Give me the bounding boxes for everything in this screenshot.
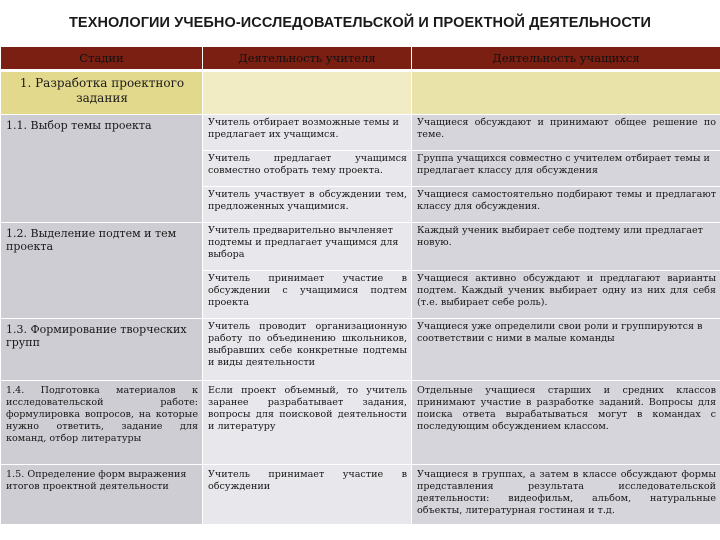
table-row — [1, 465, 720, 525]
stage-cell: 1.3. Формирование творческих групп — [1, 319, 203, 381]
teacher-cell: Если проект объемный, то учитель заранее разрабатывает задания, вопросы для поисковой деятельности и литературу — [203, 381, 412, 465]
table-row — [1, 115, 720, 151]
table-row — [1, 223, 720, 271]
teacher-cell: Учитель принимает участие в обсуждении — [203, 465, 412, 525]
teacher-cell: Учитель отбирает возможные темы и предлагает их учащимся. — [203, 115, 412, 151]
students-cell: Учащиеся самостоятельно подбирают темы и предлагают классу для обсуждения. — [412, 187, 720, 223]
students-cell: Группа учащихся совместно с учителем отбирает темы и предлагает классу для обсуждения — [412, 151, 720, 187]
header-teacher: Деятельность учителя — [203, 47, 412, 71]
section-title: 1. Разработка проектного задания — [1, 71, 203, 115]
header-students: Деятельность учащихся — [412, 47, 720, 71]
students-cell: Учащиеся уже определили свои роли и группируются в соответствии с ними в малые команды — [412, 319, 720, 381]
section-empty-cell — [412, 71, 720, 115]
teacher-cell: Учитель предварительно вычленяет подтемы и предлагает учащимся для выбора — [203, 223, 412, 271]
stage-cell: 1.2. Выделение подтем и тем проекта — [1, 223, 203, 319]
students-cell: Учащиеся в группах, а затем в классе обсуждают формы представления результата исследовательской деятельности: видеофильм, альбом, натуральные объекты, литературная гостиная и т.д. — [412, 465, 720, 525]
teacher-cell: Учитель проводит организационную работу по объединению школьников, выбравших себе конкретные подтемы и виды деятельности — [203, 319, 412, 381]
students-cell: Отдельные учащиеся старших и средних классов принимают участие в разработке заданий. Вопросы для поиска ответа вырабатываться могут в командах с последующим обсуждением классом. — [412, 381, 720, 465]
teacher-cell: Учитель участвует в обсуждении тем, предложенных учащимися. — [203, 187, 412, 223]
stage-cell: 1.1. Выбор темы проекта — [1, 115, 203, 223]
stage-cell: 1.5. Определение форм выражения итогов проектной деятельности — [1, 465, 203, 525]
students-cell: Учащиеся обсуждают и принимают общее решение по теме. — [412, 115, 720, 151]
header-stages: Стадии — [1, 47, 203, 71]
stage-cell: 1.4. Подготовка материалов к исследовательской работе: формулировка вопросов, на которые нужно ответить, задание для команд, отбор литературы — [1, 381, 203, 465]
table-row — [1, 381, 720, 465]
table-row — [1, 319, 720, 381]
page-title: ТЕХНОЛОГИИ УЧЕБНО-ИССЛЕДОВАТЕЛЬСКОЙ И ПРОЕКТНОЙ ДЕЯТЕЛЬНОСТИ — [68, 15, 652, 31]
activity-table — [0, 46, 720, 525]
section-row — [1, 71, 720, 115]
teacher-cell: Учитель принимает участие в обсуждении с учащимися подтем проекта — [203, 271, 412, 319]
students-cell: Каждый ученик выбирает себе подтему или предлагает новую. — [412, 223, 720, 271]
students-cell: Учащиеся активно обсуждают и предлагают варианты подтем. Каждый ученик выбирает одну из них для себя (т.е. выбирает себе роль). — [412, 271, 720, 319]
teacher-cell: Учитель предлагает учащимся совместно отобрать тему проекта. — [203, 151, 412, 187]
section-empty-cell — [203, 71, 412, 115]
table-header-row — [1, 47, 720, 71]
